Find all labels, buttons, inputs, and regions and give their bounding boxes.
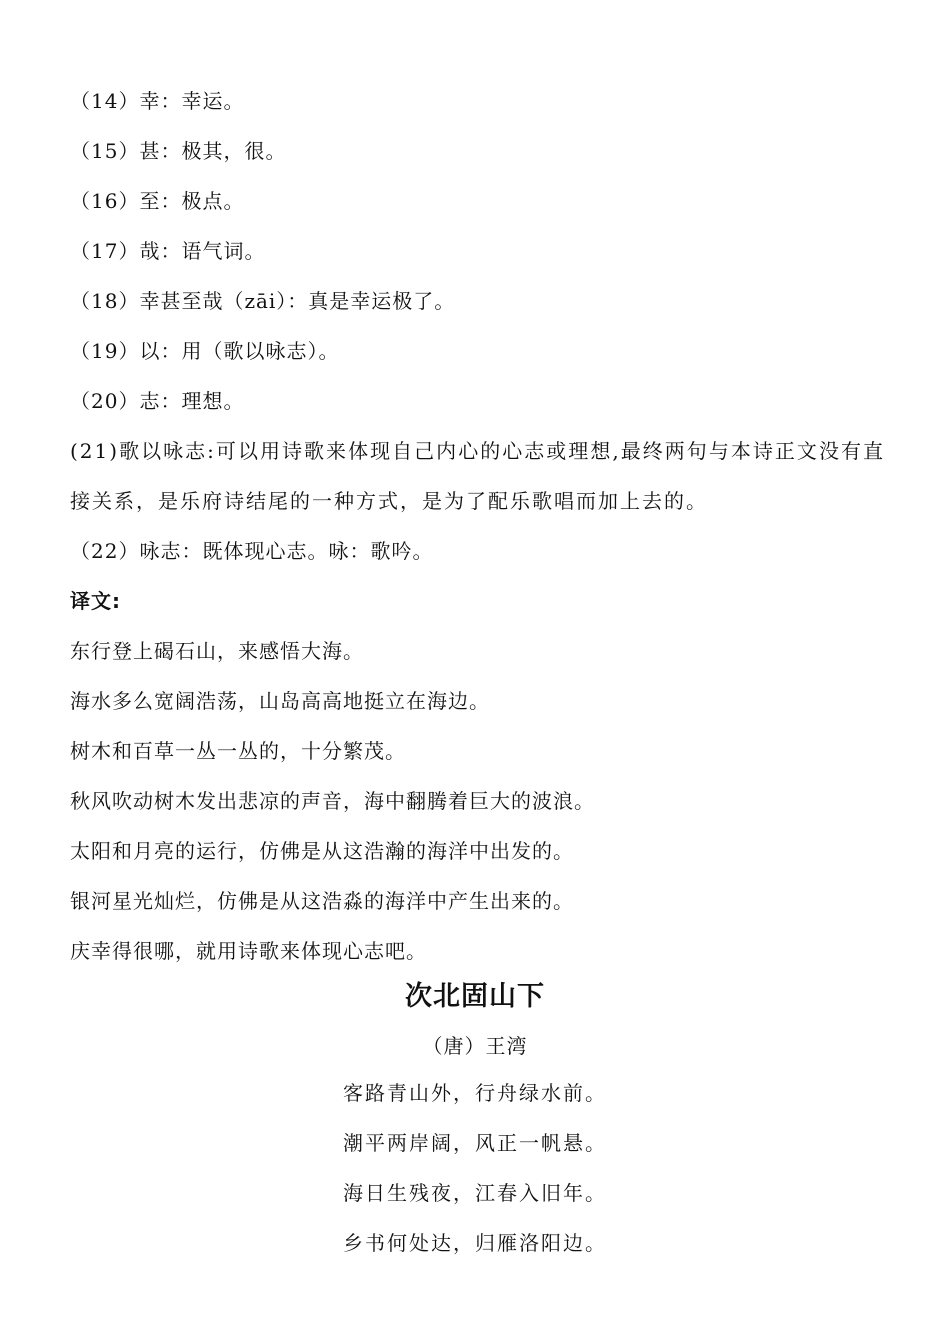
note-18: （18）幸甚至哉（zāi）：真是幸运极了。 <box>70 289 456 313</box>
poem-line: 海日生残夜，江春入旧年。 <box>343 1181 607 1205</box>
poem-line: 潮平两岸阔，风正一帆悬。 <box>343 1131 607 1155</box>
translation-heading: 译文: <box>70 589 121 613</box>
translation-line: 庆幸得很哪，就用诗歌来体现心志吧。 <box>70 939 427 963</box>
translation-line: 树木和百草一丛一丛的，十分繁茂。 <box>70 739 406 763</box>
note-17: （17）哉：语气词。 <box>70 239 266 263</box>
poem-author: （唐）王湾 <box>422 1034 528 1058</box>
note-22: （22）咏志：既体现心志。咏：歌吟。 <box>70 539 434 563</box>
translation-line: 秋风吹动树木发出悲凉的声音，海中翻腾着巨大的波浪。 <box>70 789 595 813</box>
note-19: （19）以：用（歌以咏志）。 <box>70 339 340 363</box>
note-15: （15）甚：极其，很。 <box>70 139 287 163</box>
note-20: （20）志：理想。 <box>70 389 245 413</box>
poem-title: 次北固山下 <box>405 981 545 1012</box>
translation-line: 银河星光灿烂，仿佛是从这浩淼的海洋中产生出来的。 <box>70 889 574 913</box>
poem-line: 乡书何处达，归雁洛阳边。 <box>343 1231 607 1255</box>
note-14: （14）幸：幸运。 <box>70 89 245 113</box>
poem-line: 客路青山外，行舟绿水前。 <box>343 1081 607 1105</box>
notes-section <box>70 76 885 976</box>
translation-line: 海水多么宽阔浩荡，山岛高高地挺立在海边。 <box>70 689 490 713</box>
translation-line: 东行登上碣石山，来感悟大海。 <box>70 639 364 663</box>
translation-line: 太阳和月亮的运行，仿佛是从这浩瀚的海洋中出发的。 <box>70 839 574 863</box>
note-16: （16）至：极点。 <box>70 189 245 213</box>
poem-section <box>0 970 950 1268</box>
note-21: (21)歌以咏志:可以用诗歌来体现自己内心的心志或理想,最终两句与本诗正文没有直接关系，是乐府诗结尾的一种方式，是为了配乐歌唱而加上去的。 <box>70 439 885 513</box>
